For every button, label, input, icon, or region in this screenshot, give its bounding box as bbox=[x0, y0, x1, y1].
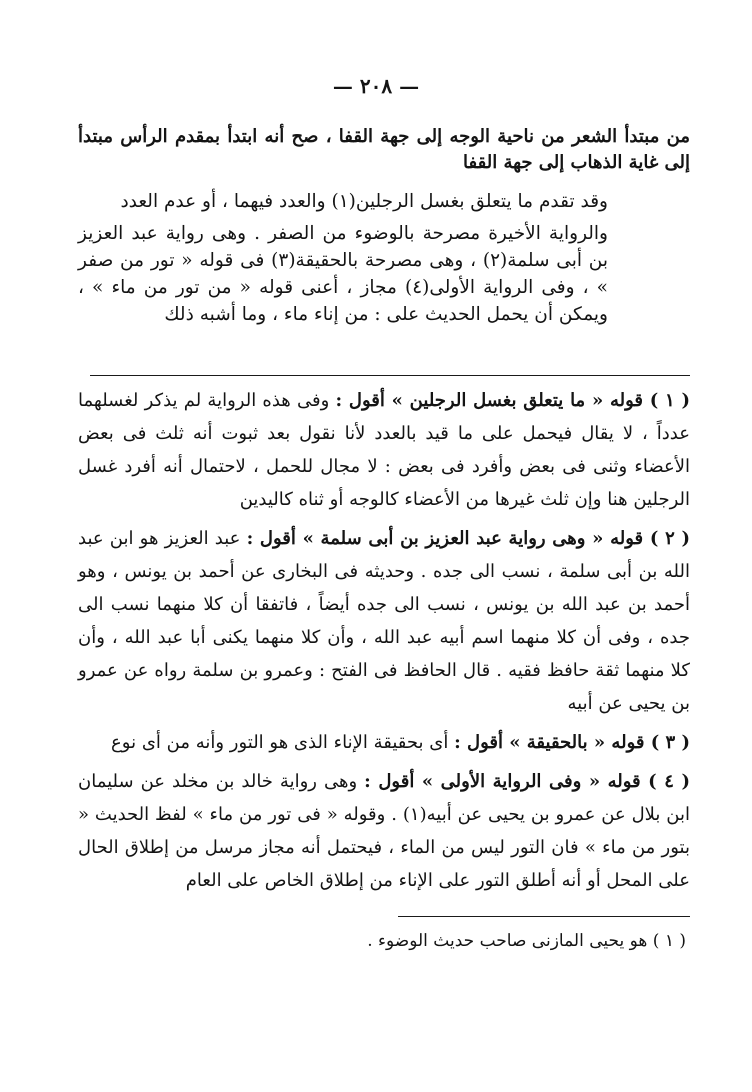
note-3 bbox=[78, 726, 690, 759]
footnote: ( ١ ) هو يحيى المازنى صاحب حديث الوضوء . bbox=[367, 931, 686, 951]
main-text-paragraph-1: وقد تقدم ما يتعلق بغسل الرجلين(١) والعدد فيهما ، أو عدم العدد bbox=[120, 191, 608, 212]
note-3-lead: ( ٣ ) قوله « بالحقيقة » أقول : bbox=[454, 732, 690, 753]
main-text-paragraph-2: والرواية الأخيرة مصرحة بالوضوء من الصفر . وهى رواية عبد العزيز بن أبى سلمة(٢) ، وهى مصرحة بالحقيقة(٣) فى قوله « تور من صفر » ، وفى الرواية الأولى(٤) مجاز ، أعنى قوله « من تور من ماء » ، ويمكن أن يحمل الحديث على : من إناء ماء ، وما أشبه ذلك bbox=[78, 223, 608, 325]
commentary-notes bbox=[78, 384, 690, 903]
note-4-lead: ( ٤ ) قوله « وفى الرواية الأولى » أقول : bbox=[364, 771, 690, 792]
main-text-continuation: من مبتدأ الشعر من ناحية الوجه إلى جهة القفا ، صح أنه ابتدأ بمقدم الرأس مبتدأ إلى غاية الذهاب إلى جهة القفا bbox=[78, 126, 690, 173]
note-4 bbox=[78, 765, 690, 897]
note-1-lead: ( ١ ) قوله « ما يتعلق بغسل الرجلين » أقول : bbox=[335, 390, 690, 411]
notes-divider bbox=[90, 375, 690, 376]
note-3-body: أى بحقيقة الإناء الذى هو التور وأنه من أى نوع bbox=[111, 732, 449, 753]
note-2 bbox=[78, 522, 690, 720]
page-number: — ٢٠٨ — bbox=[332, 74, 420, 98]
footnote-divider bbox=[398, 916, 690, 917]
main-text bbox=[78, 124, 690, 328]
note-2-lead: ( ٢ ) قوله « وهى رواية عبد العزيز بن أبى سلمة » أقول : bbox=[246, 528, 690, 549]
note-4-body: وهى رواية خالد بن مخلد عن سليمان ابن بلال عن عمرو بن يحيى عن أبيه(١) . وقوله « فى تور من ماء » لفظ الحديث « بتور من ماء » فان التور ليس من الماء ، فيحتمل أنه مجاز مرسل من إطلاق الحال على المحل أو أنه أطلق التور على الإناء من إطلاق الخاص على العام bbox=[78, 771, 691, 891]
note-1-body: وفى هذه الرواية لم يذكر لغسلهما عدداً ، لا يقال فيحمل على ما قيد بالعدد لأنا نقول بعد ثبوت أنه ثلث فى بعض الأعضاء وثنى فى بعض وأفرد فى بعض : لا مجال للحمل ، لاحتمال أنه أفرد غسل الرجلين هنا وإن ثلث غيرها من الأعضاء كالوجه أو ثناه كاليدين bbox=[78, 390, 690, 510]
note-2-body: عبد العزيز هو ابن عبد الله بن أبى سلمة ، نسب الى جده . وحديثه فى البخارى عن أحمد بن يونس ، وهو أحمد بن عبد الله بن يونس ، نسب الى جده أيضاً ، فاتفقا أن كلا منهما نسب الى جده ، وفى أن كلا منهما اسم أبيه عبد الله ، وأن كلا منهما يكنى أبا عبد الله ، وأن كلا منهما ثقة حافظ فقيه . قال الحافظ فى الفتح : وعمرو بن سلمة رواه عن عمرو بن يحيى عن أبيه bbox=[78, 528, 690, 714]
note-1 bbox=[78, 384, 690, 516]
